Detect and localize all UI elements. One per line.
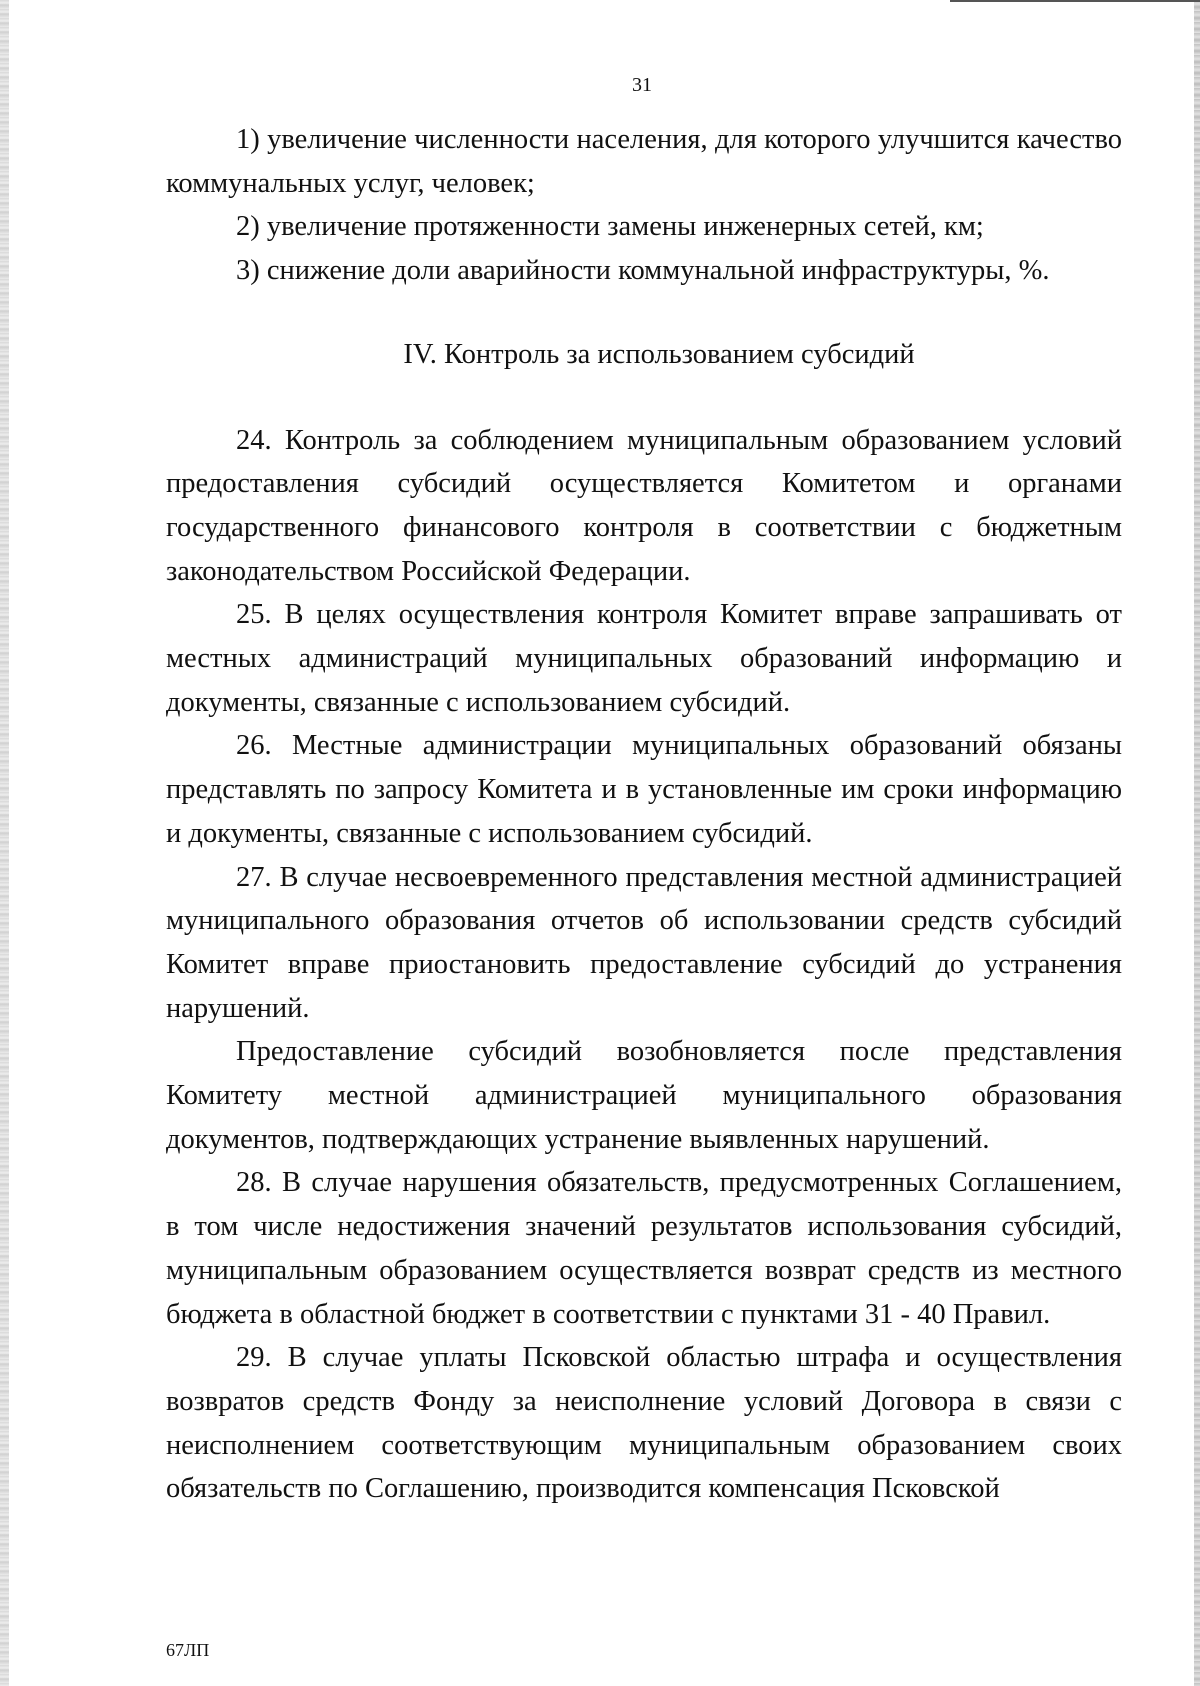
footer-code: 67ЛП <box>166 1640 210 1660</box>
list-item-2: 2) увеличение протяженности замены инженерных сетей, км; <box>236 211 984 243</box>
page-number: 31 <box>632 74 652 96</box>
scan-edge-right <box>1194 0 1200 1686</box>
paragraph-27: 27. В случае несвоевременного представления местной администрацией муниципального образования отчетов об использовании средств субсидий Комитет вправе приостановить предоставление субсидий до устранения нарушений. <box>166 861 1122 1024</box>
scan-line-top <box>950 0 1200 2</box>
document-body <box>166 118 1122 1511</box>
paragraph-27-continuation: Предоставление субсидий возобновляется после представления Комитету местной администрацией муниципального образования документов, подтверждающих устранение выявленных нарушений. <box>166 1036 1122 1155</box>
scan-edge-left <box>0 0 9 1686</box>
paragraph-25: 25. В целях осуществления контроля Комитет вправе запрашивать от местных администраций муниципальных образований информацию и документы, связанные с использованием субсидий. <box>166 599 1122 718</box>
paragraph-29: 29. В случае уплаты Псковской областью штрафа и осуществления возвратов средств Фонду за неисполнение условий Договора в связи с неисполнением соответствующим муниципальным образованием своих обязательств по Соглашению, производится компенсация Псковской <box>166 1342 1122 1505</box>
paragraph-24: 24. Контроль за соблюдением муниципальным образованием условий предоставления субсидий осуществляется Комитетом и органами государственного финансового контроля в соответствии с бюджетным законодательством Российской Федерации. <box>166 424 1122 587</box>
paragraph-26: 26. Местные администрации муниципальных образований обязаны представлять по запросу Комитета и в установленные им сроки информацию и документы, связанные с использованием субсидий. <box>166 730 1122 849</box>
list-item-3: 3) снижение доли аварийности коммунальной инфраструктуры, %. <box>236 255 1050 287</box>
list-item-1: 1) увеличение численности населения, для которого улучшится качество коммунальных услуг, человек; <box>166 124 1122 199</box>
paragraph-28: 28. В случае нарушения обязательств, предусмотренных Соглашением, в том числе недостижения значений результатов использования субсидий, муниципальным образованием осуществляется возврат средств из местного бюджета в областной бюджет в соответствии с пунктами 31 - 40 Правил. <box>166 1167 1122 1330</box>
section-heading: IV. Контроль за использованием субсидий <box>403 338 915 370</box>
